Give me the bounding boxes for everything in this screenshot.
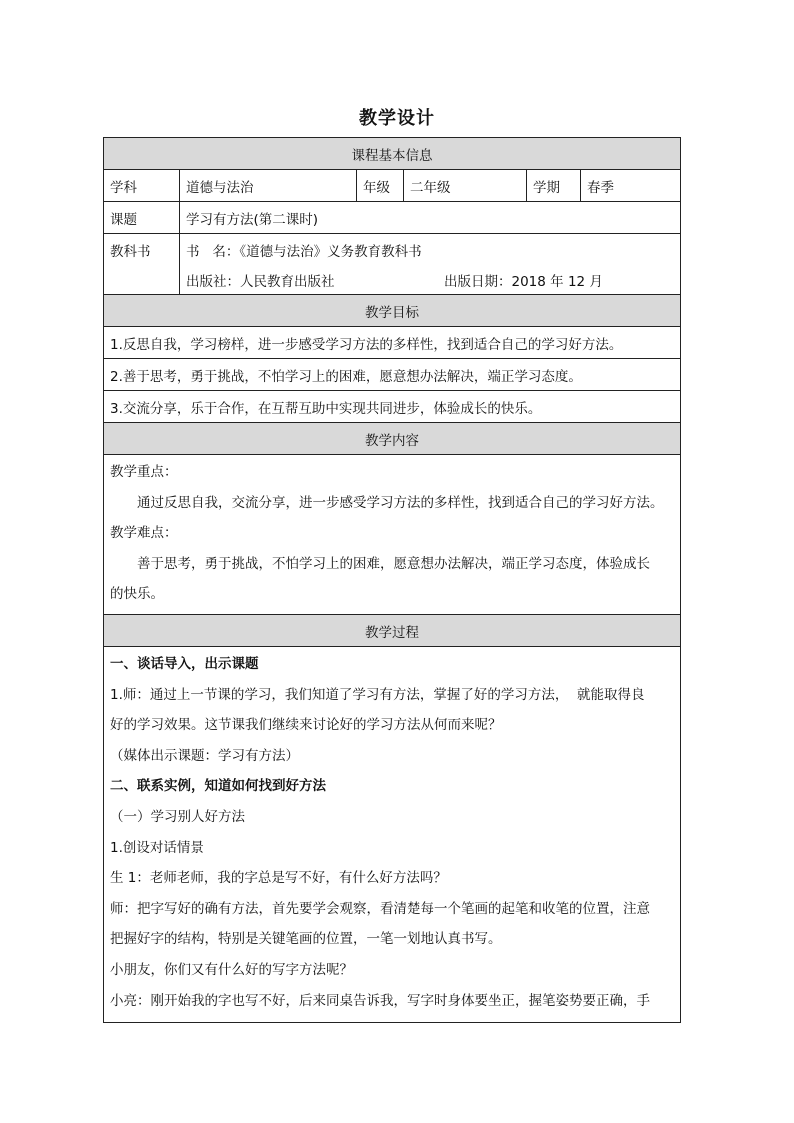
term-label: 学期 (527, 170, 581, 202)
process-section-heading: 二、联系实例，知道如何找到好方法 (110, 778, 326, 795)
content-body-row (104, 455, 681, 615)
objective-item: 3.交流分享，乐于合作，在互帮互助中实现共同进步，体验成长的快乐。 (104, 391, 681, 423)
topic-row (104, 202, 681, 234)
key-point-text: 通过反思自我，交流分享，进一步感受学习方法的多样性，找到适合自己的学习好方法。 (137, 494, 664, 511)
publish-date: 出版日期：2018 年 12 月 (444, 273, 603, 290)
process-line: 生 1：老师老师，我的字总是写不好，有什么好方法吗？ (110, 870, 447, 887)
topic-value: 学习有方法(第二课时) (180, 202, 681, 234)
term-value: 春季 (581, 170, 681, 202)
content-body (104, 455, 681, 615)
process-body (104, 647, 681, 1023)
lesson-plan-table (103, 137, 681, 1023)
objective-row (104, 359, 681, 391)
topic-label: 课题 (104, 202, 180, 234)
subject-row (104, 170, 681, 202)
grade-label: 年级 (357, 170, 404, 202)
difficulty-text-line: 的快乐。 (110, 586, 164, 603)
process-line: 1.师：通过上一节课的学习，我们知道了学习有方法，掌握了好的学习方法， 就能取得良 (110, 686, 645, 703)
publisher-row (104, 265, 681, 295)
objectives-header: 教学目标 (104, 295, 681, 327)
process-header: 教学过程 (104, 615, 681, 647)
publisher-cell (180, 265, 681, 295)
objective-row (104, 391, 681, 423)
content-header: 教学内容 (104, 423, 681, 455)
subject-label: 学科 (104, 170, 180, 202)
process-line: 小朋友，你们又有什么好的写字方法呢？ (110, 961, 353, 978)
document-title: 教学设计 (359, 108, 435, 129)
process-line: （一）学习别人好方法 (110, 808, 245, 825)
grade-value: 二年级 (404, 170, 527, 202)
content-header-row (104, 423, 681, 455)
process-line: 小亮：刚开始我的字也写不好，后来同桌告诉我，写字时身体要坐正，握笔姿势要正确，手 (110, 992, 650, 1009)
process-lines (104, 649, 680, 1016)
difficulty-label: 教学难点： (110, 525, 178, 542)
process-line: 师：把字写好的确有方法，首先要学会观察，看清楚每一个笔画的起笔和收笔的位置，注意 (110, 900, 650, 917)
objective-item: 1.反思自我，学习榜样，进一步感受学习方法的多样性，找到适合自己的学习好方法。 (104, 327, 681, 359)
publisher: 出版社：人民教育出版社 (186, 273, 335, 290)
textbook-row (104, 234, 681, 266)
textbook-label: 教科书 (104, 234, 180, 295)
basic-info-header-row (104, 138, 681, 170)
process-line: 好的学习效果。这节课我们继续来讨论好的学习方法从何而来呢？ (110, 717, 502, 734)
key-point-label: 教学重点： (110, 464, 178, 480)
process-line: （媒体出示课题：学习有方法） (110, 747, 299, 764)
process-header-row (104, 615, 681, 647)
basic-info-header: 课程基本信息 (104, 138, 681, 170)
book-name: 书 名：《道德与法治》义务教育教科书 (180, 234, 681, 266)
process-line: 把握好字的结构，特别是关键笔画的位置，一笔一划地认真书写。 (110, 931, 502, 948)
subject-value: 道德与法治 (180, 170, 357, 202)
process-body-row (104, 647, 681, 1023)
objective-row (104, 327, 681, 359)
objective-item: 2.善于思考，勇于挑战，不怕学习上的困难，愿意想办法解决，端正学习态度。 (104, 359, 681, 391)
objectives-header-row (104, 295, 681, 327)
difficulty-text-line: 善于思考，勇于挑战，不怕学习上的困难，愿意想办法解决，端正学习态度，体验成长 (137, 555, 650, 572)
process-line: 1.创设对话情景 (110, 839, 204, 856)
process-section-heading: 一、谈话导入，出示课题 (110, 656, 259, 672)
